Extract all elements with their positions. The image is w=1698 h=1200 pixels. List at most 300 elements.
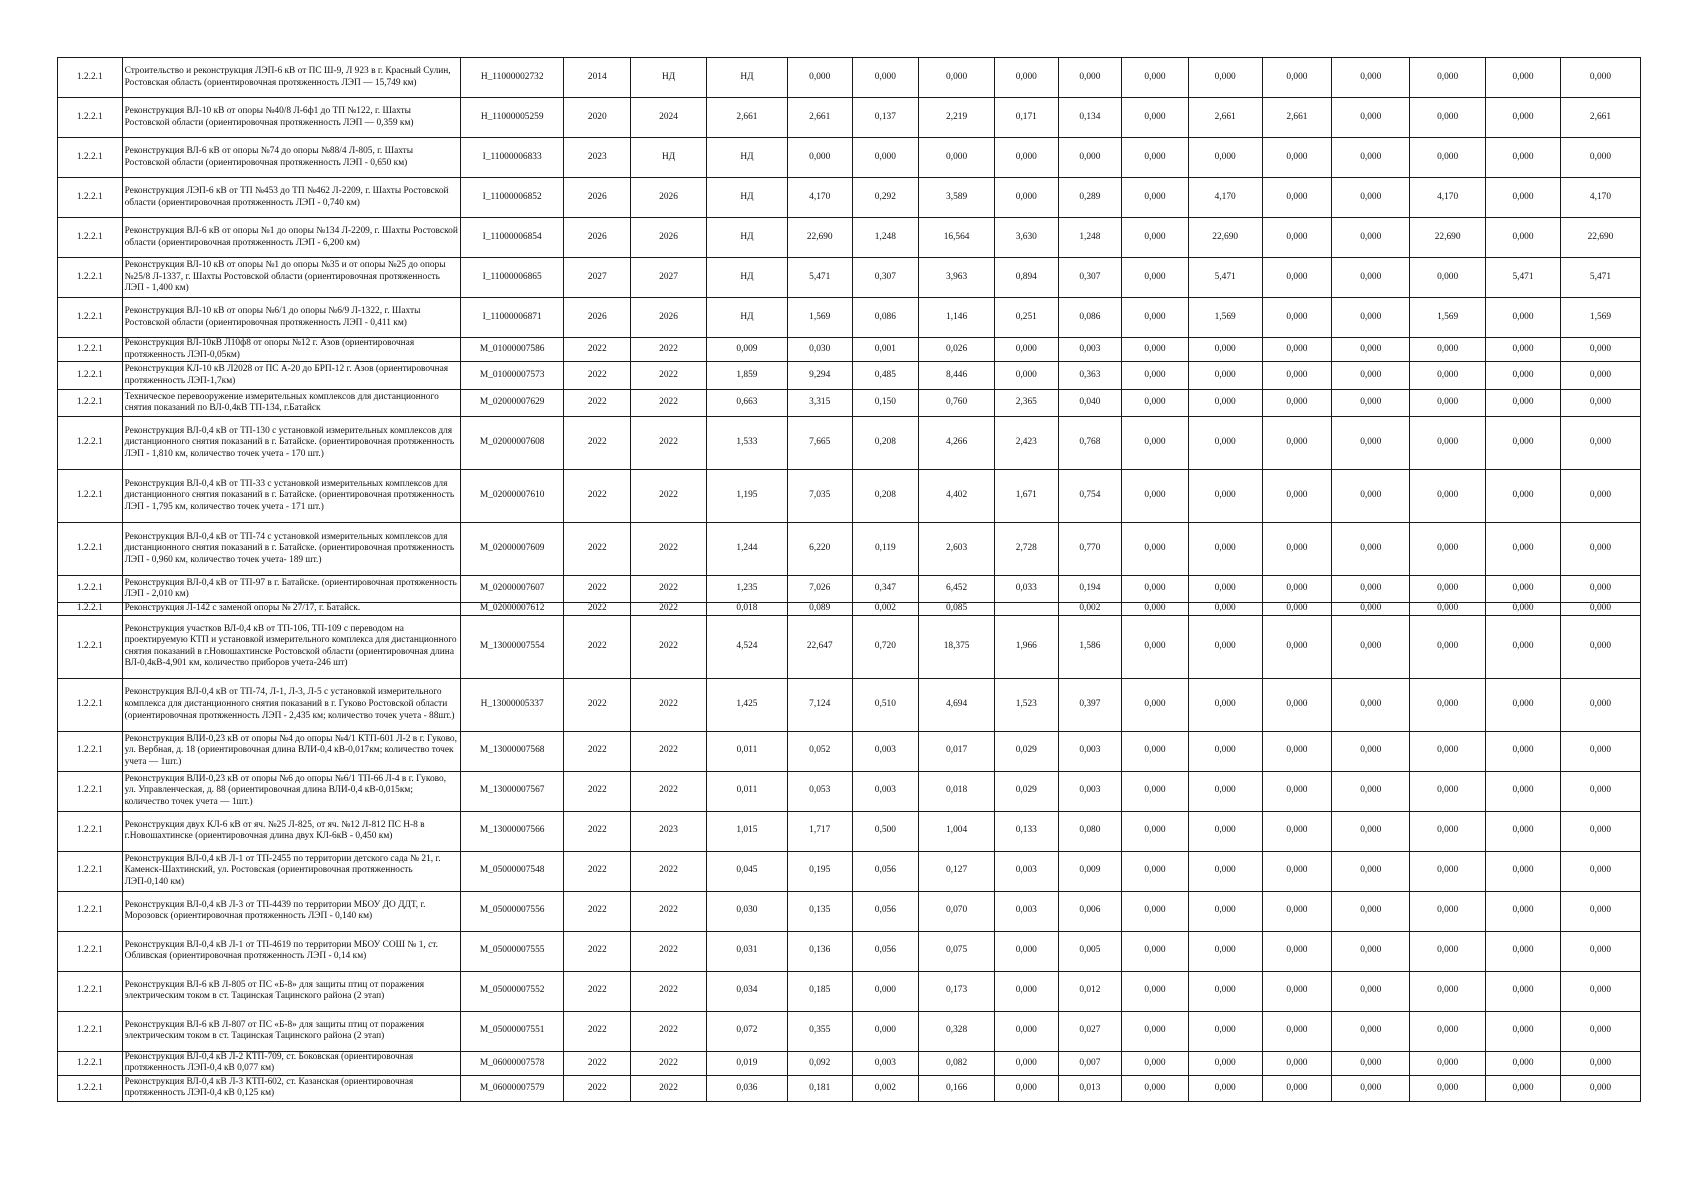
cell-value: 2,423: [995, 417, 1059, 470]
cell-value: 22,690: [1188, 218, 1262, 258]
cell-start-year: 2027: [564, 258, 631, 298]
cell-project-code: M_02000007609: [460, 523, 564, 576]
cell-value: 0,056: [852, 891, 919, 931]
cell-value: 0,000: [1486, 98, 1561, 138]
cell-value: 2,661: [1188, 98, 1262, 138]
cell-value: 0,000: [1332, 971, 1410, 1011]
cell-end-year: 2022: [631, 362, 707, 390]
cell-value: 0,006: [1058, 891, 1122, 931]
cell-value: 0,000: [1332, 931, 1410, 971]
cell-project-code: M_05000007555: [460, 931, 564, 971]
cell-value: 0,000: [1122, 931, 1189, 971]
cell-end-year: 2022: [631, 731, 707, 771]
cell-value: 0,031: [706, 931, 787, 971]
cell-value: 0,000: [1560, 931, 1640, 971]
cell-value: 0,127: [919, 851, 995, 891]
cell-value: 0,000: [1486, 138, 1561, 178]
cell-value: 0,000: [1486, 603, 1561, 616]
cell-description: Реконструкция ВЛ-10 кВ от опоры №1 до опоры №35 и от опоры №25 до опоры №25/8 Л-1337, г. Шахты Ростовской области (ориентировочная протяженность ЛЭП - 1,400 км): [122, 258, 460, 298]
cell-value: 0,000: [1122, 390, 1189, 417]
cell-number: 1.2.2.1: [58, 771, 123, 811]
cell-value: 0,034: [706, 971, 787, 1011]
cell-value: 0,000: [1332, 258, 1410, 298]
cell-value: 0,000: [1560, 138, 1640, 178]
cell-value: 0,000: [1410, 811, 1486, 851]
cell-value: 0,194: [1058, 576, 1122, 603]
cell-project-code: M_02000007629: [460, 390, 564, 417]
cell-value: 0,000: [1188, 931, 1262, 971]
cell-value: 0,000: [1486, 298, 1561, 338]
cell-value: 0,086: [1058, 298, 1122, 338]
cell-value: 0,000: [1188, 138, 1262, 178]
cell-value: 0,000: [1486, 362, 1561, 390]
cell-value: 0,000: [995, 971, 1059, 1011]
cell-value: 0,000: [1560, 771, 1640, 811]
cell-value: 4,170: [1188, 178, 1262, 218]
cell-value: 0,000: [1410, 417, 1486, 470]
cell-value: 0,000: [1262, 603, 1332, 616]
cell-value: 0,000: [1188, 771, 1262, 811]
cell-value: 0,000: [1410, 523, 1486, 576]
cell-value: 3,589: [919, 178, 995, 218]
table-row: [58, 891, 1641, 931]
cell-value: 0,000: [1560, 1011, 1640, 1051]
cell-value: 22,647: [787, 615, 852, 678]
cell-value: 0,000: [1486, 178, 1561, 218]
cell-value: 0,000: [1410, 138, 1486, 178]
cell-value: 0,000: [1332, 417, 1410, 470]
cell-description: Реконструкция ВЛ-0,4 кВ Л-1 от ТП-2455 по территории детского сада № 21, г. Каменск-Шахтинский, ул. Ростовская (ориентировочная протяженность ЛЭП-0,140 км): [122, 851, 460, 891]
cell-value: 0,000: [1332, 523, 1410, 576]
cell-value: 0,003: [852, 1051, 919, 1075]
cell-value: 0,000: [1486, 1051, 1561, 1075]
cell-number: 1.2.2.1: [58, 1075, 123, 1101]
cell-value: 0,000: [1122, 678, 1189, 731]
cell-value: 7,035: [787, 470, 852, 523]
cell-value: 0,000: [1486, 971, 1561, 1011]
cell-value: 2,661: [787, 98, 852, 138]
cell-value: 0,036: [706, 1075, 787, 1101]
cell-description: Реконструкция КЛ-10 кВ Л2028 от ПС А-20 до БРП-12 г. Азов (ориентировочная протяженность ЛЭП-1,7км): [122, 362, 460, 390]
cell-project-code: M_13000007554: [460, 615, 564, 678]
cell-value: 0,000: [1410, 731, 1486, 771]
cell-value: 0,000: [1410, 576, 1486, 603]
table-row: [58, 138, 1641, 178]
cell-value: 0,000: [1262, 615, 1332, 678]
cell-start-year: 2023: [564, 138, 631, 178]
cell-value: 22,690: [787, 218, 852, 258]
cell-value: 0,000: [1560, 603, 1640, 616]
cell-value: 0,013: [1058, 1075, 1122, 1101]
cell-value: 0,000: [1262, 576, 1332, 603]
cell-value: 5,471: [1188, 258, 1262, 298]
cell-value: 1,146: [919, 298, 995, 338]
cell-value: 0,000: [1560, 338, 1640, 362]
table-row: [58, 417, 1641, 470]
cell-value: 0,133: [995, 811, 1059, 851]
cell-value: 0,000: [1122, 362, 1189, 390]
cell-value: 0,000: [1188, 417, 1262, 470]
cell-value: 0,000: [1262, 771, 1332, 811]
cell-project-code: M_01000007586: [460, 338, 564, 362]
cell-value: 1,235: [706, 576, 787, 603]
cell-value: 2,661: [1262, 98, 1332, 138]
cell-value: 0,000: [1262, 1075, 1332, 1101]
cell-value: 0,000: [1262, 390, 1332, 417]
table-row: [58, 1051, 1641, 1075]
cell-number: 1.2.2.1: [58, 218, 123, 258]
cell-start-year: 2022: [564, 417, 631, 470]
cell-value: 0,000: [1122, 971, 1189, 1011]
cell-value: 1,523: [995, 678, 1059, 731]
cell-value: 1,248: [1058, 218, 1122, 258]
cell-value: 1,586: [1058, 615, 1122, 678]
table-row: [58, 771, 1641, 811]
cell-value: 0,000: [1122, 1051, 1189, 1075]
cell-value: 0,000: [1122, 58, 1189, 98]
cell-value: 4,170: [787, 178, 852, 218]
cell-value: 0,000: [1262, 138, 1332, 178]
cell-value: 0,355: [787, 1011, 852, 1051]
table-row: [58, 178, 1641, 218]
cell-value: 0,000: [1332, 178, 1410, 218]
cell-value: 0,000: [1188, 731, 1262, 771]
cell-value: 0,000: [1560, 811, 1640, 851]
cell-value: 0,000: [1332, 390, 1410, 417]
cell-value: 0,003: [1058, 731, 1122, 771]
cell-value: 0,000: [1188, 523, 1262, 576]
cell-value: 0,000: [1410, 678, 1486, 731]
cell-value: 0,000: [1188, 1011, 1262, 1051]
cell-project-code: M_02000007608: [460, 417, 564, 470]
cell-value: 0,000: [1332, 811, 1410, 851]
cell-value: 16,564: [919, 218, 995, 258]
table-row: [58, 576, 1641, 603]
cell-value: 0,000: [1560, 58, 1640, 98]
cell-end-year: 2022: [631, 1075, 707, 1101]
cell-value: 0,000: [1560, 576, 1640, 603]
cell-value: 0,000: [1188, 971, 1262, 1011]
cell-value: 0,005: [1058, 931, 1122, 971]
cell-value: 0,000: [1560, 731, 1640, 771]
cell-value: 0,026: [919, 338, 995, 362]
cell-value: 22,690: [1560, 218, 1640, 258]
cell-value: 0,000: [1486, 678, 1561, 731]
cell-value: 0,000: [1410, 771, 1486, 811]
cell-number: 1.2.2.1: [58, 258, 123, 298]
cell-value: 0,000: [1332, 98, 1410, 138]
cell-value: 0,053: [787, 771, 852, 811]
cell-value: 0,007: [1058, 1051, 1122, 1075]
cell-value: 0,086: [852, 298, 919, 338]
cell-value: 0,328: [919, 1011, 995, 1051]
cell-value: 0,510: [852, 678, 919, 731]
cell-number: 1.2.2.1: [58, 298, 123, 338]
cell-value: 0,000: [1560, 417, 1640, 470]
cell-value: 0,000: [1410, 470, 1486, 523]
cell-value: 0,000: [1122, 891, 1189, 931]
cell-project-code: M_06000007578: [460, 1051, 564, 1075]
cell-description: Реконструкция ВЛ-0,4 кВ от ТП-33 с установкой измерительных комплексов для дистанционного снятия показаний в г. Батайске. (ориентировочная протяженность ЛЭП - 1,795 км, количество точек учета - 171 шт.): [122, 470, 460, 523]
cell-value: 0,289: [1058, 178, 1122, 218]
cell-value: 0,012: [1058, 971, 1122, 1011]
cell-number: 1.2.2.1: [58, 731, 123, 771]
cell-value: 0,000: [1262, 1051, 1332, 1075]
cell-value: 0,000: [1486, 931, 1561, 971]
cell-end-year: НД: [631, 138, 707, 178]
cell-number: 1.2.2.1: [58, 138, 123, 178]
cell-value: 4,402: [919, 470, 995, 523]
cell-value: 5,471: [1560, 258, 1640, 298]
cell-description: Техническое перевооружение измерительных комплексов для дистанционного снятия показаний по ВЛ-0,4кВ ТП-134, г.Батайск: [122, 390, 460, 417]
cell-value: 0,009: [706, 338, 787, 362]
cell-value: 0,000: [1486, 338, 1561, 362]
cell-value: 0,002: [1058, 603, 1122, 616]
cell-value: 0,173: [919, 971, 995, 1011]
cell-value: 0,720: [852, 615, 919, 678]
cell-project-code: H_11000005259: [460, 98, 564, 138]
table-body: [58, 58, 1641, 1102]
cell-value: 0,000: [1486, 731, 1561, 771]
cell-number: 1.2.2.1: [58, 576, 123, 603]
cell-value: 1,244: [706, 523, 787, 576]
cell-end-year: 2022: [631, 603, 707, 616]
cell-value: 0,000: [1560, 1051, 1640, 1075]
cell-value: 1,966: [995, 615, 1059, 678]
cell-value: 0,000: [1262, 851, 1332, 891]
cell-start-year: 2022: [564, 390, 631, 417]
cell-project-code: M_02000007610: [460, 470, 564, 523]
cell-value: 0,000: [1188, 603, 1262, 616]
cell-value: 0,770: [1058, 523, 1122, 576]
cell-start-year: 2022: [564, 811, 631, 851]
cell-value: 0,000: [1486, 891, 1561, 931]
cell-value: 1,859: [706, 362, 787, 390]
cell-value: 0,000: [1410, 390, 1486, 417]
cell-value: 0,347: [852, 576, 919, 603]
cell-value: 2,365: [995, 390, 1059, 417]
cell-value: 0,033: [995, 576, 1059, 603]
table-row: [58, 851, 1641, 891]
cell-value: 0,000: [1188, 851, 1262, 891]
table-row: [58, 603, 1641, 616]
cell-value: 0,045: [706, 851, 787, 891]
cell-value: 0,000: [1188, 615, 1262, 678]
cell-value: 0,000: [1332, 1051, 1410, 1075]
cell-project-code: I_11000006833: [460, 138, 564, 178]
cell-value: 0,000: [1188, 678, 1262, 731]
cell-number: 1.2.2.1: [58, 811, 123, 851]
cell-start-year: 2022: [564, 851, 631, 891]
cell-value: 0,307: [1058, 258, 1122, 298]
cell-value: 0,136: [787, 931, 852, 971]
cell-value: 0,000: [1486, 811, 1561, 851]
cell-value: 0,000: [1486, 771, 1561, 811]
cell-start-year: 2026: [564, 178, 631, 218]
cell-description: Реконструкция ВЛ-10 кВ от опоры №40/8 Л-6ф1 до ТП №122, г. Шахты Ростовской области (ориентировочная протяженность ЛЭП — 0,359 км): [122, 98, 460, 138]
cell-value: 0,000: [1560, 1075, 1640, 1101]
cell-value: 0,000: [1410, 1051, 1486, 1075]
cell-value: 1,569: [1410, 298, 1486, 338]
cell-value: 0,029: [995, 771, 1059, 811]
cell-value: 0,000: [1486, 390, 1561, 417]
table-row: [58, 218, 1641, 258]
cell-value: 0,000: [1188, 390, 1262, 417]
cell-value: НД: [706, 298, 787, 338]
cell-number: 1.2.2.1: [58, 362, 123, 390]
cell-value: 8,446: [919, 362, 995, 390]
table-row: [58, 298, 1641, 338]
cell-number: 1.2.2.1: [58, 891, 123, 931]
cell-value: 9,294: [787, 362, 852, 390]
cell-value: 0,000: [919, 58, 995, 98]
cell-value: 0,009: [1058, 851, 1122, 891]
cell-value: 0,000: [1188, 576, 1262, 603]
cell-value: 0,166: [919, 1075, 995, 1101]
cell-project-code: M_05000007548: [460, 851, 564, 891]
cell-value: 0,000: [1122, 1075, 1189, 1101]
cell-start-year: 2022: [564, 338, 631, 362]
investment-program-table: [57, 57, 1641, 1102]
cell-value: 0,089: [787, 603, 852, 616]
table-row: [58, 678, 1641, 731]
cell-value: 0,000: [1410, 931, 1486, 971]
table-row: [58, 523, 1641, 576]
cell-value: 0,000: [1122, 523, 1189, 576]
cell-end-year: 2022: [631, 891, 707, 931]
cell-value: 0,000: [995, 931, 1059, 971]
cell-value: 4,170: [1410, 178, 1486, 218]
cell-start-year: 2022: [564, 1051, 631, 1075]
cell-value: 4,694: [919, 678, 995, 731]
cell-start-year: 2022: [564, 362, 631, 390]
table-row: [58, 58, 1641, 98]
cell-description: Реконструкция ВЛ-0,4 кВ от ТП-97 в г. Батайске. (ориентировочная протяженность ЛЭП - 2,010 км): [122, 576, 460, 603]
cell-value: 0,000: [1486, 417, 1561, 470]
cell-start-year: 2022: [564, 576, 631, 603]
cell-project-code: M_02000007612: [460, 603, 564, 616]
cell-value: 0,000: [995, 1011, 1059, 1051]
table-row: [58, 470, 1641, 523]
cell-value: 0,000: [1122, 298, 1189, 338]
cell-project-code: I_11000006871: [460, 298, 564, 338]
cell-value: 0,000: [1122, 615, 1189, 678]
cell-value: 0,000: [1122, 138, 1189, 178]
cell-value: 0,500: [852, 811, 919, 851]
cell-value: 0,000: [1332, 771, 1410, 811]
cell-value: 0,072: [706, 1011, 787, 1051]
cell-value: 6,220: [787, 523, 852, 576]
cell-project-code: H_11000002732: [460, 58, 564, 98]
cell-value: 0,003: [1058, 338, 1122, 362]
cell-description: Реконструкция ВЛ-6 кВ от опоры №1 до опоры №134 Л-2209, г. Шахты Ростовской области (ориентировочная протяженность ЛЭП - 6,200 км): [122, 218, 460, 258]
cell-value: 0,000: [995, 58, 1059, 98]
cell-value: 0,000: [787, 138, 852, 178]
cell-value: 0,000: [1122, 811, 1189, 851]
cell-value: 0,000: [995, 1075, 1059, 1101]
cell-value: 0,195: [787, 851, 852, 891]
cell-value: 0,000: [1262, 362, 1332, 390]
cell-value: 1,425: [706, 678, 787, 731]
cell-value: 1,195: [706, 470, 787, 523]
cell-value: 0,000: [852, 1011, 919, 1051]
cell-value: 0,000: [1486, 1011, 1561, 1051]
cell-value: [995, 603, 1059, 616]
cell-value: 0,000: [1410, 258, 1486, 298]
table-row: [58, 971, 1641, 1011]
cell-value: 0,000: [1332, 851, 1410, 891]
cell-value: 0,000: [995, 362, 1059, 390]
cell-number: 1.2.2.1: [58, 678, 123, 731]
cell-value: 0,000: [1262, 470, 1332, 523]
cell-value: 0,080: [1058, 811, 1122, 851]
cell-value: 0,000: [1188, 1075, 1262, 1101]
cell-value: 0,000: [1560, 362, 1640, 390]
cell-value: 0,000: [1486, 523, 1561, 576]
cell-description: Реконструкция ВЛ-0,4 кВ от ТП-130 с установкой измерительных комплексов для дистанционного снятия показаний в г. Батайске. (ориентировочная протяженность ЛЭП - 1,810 км, количество точек учета - 170 шт.): [122, 417, 460, 470]
cell-end-year: 2022: [631, 576, 707, 603]
cell-description: Реконструкция ВЛ-0,4 кВ Л-2 КТП-709, ст. Боковская (ориентировочная протяженность ЛЭП-0,4 кВ 0,077 км): [122, 1051, 460, 1075]
cell-value: 0,000: [1332, 1075, 1410, 1101]
cell-value: 0,000: [1332, 58, 1410, 98]
cell-value: 0,000: [1410, 1011, 1486, 1051]
cell-end-year: 2022: [631, 417, 707, 470]
cell-value: 0,030: [706, 891, 787, 931]
cell-value: 0,000: [1122, 338, 1189, 362]
cell-value: 0,000: [1188, 58, 1262, 98]
cell-description: Реконструкция двух КЛ-6 кВ от яч. №25 Л-825, от яч. №12 Л-812 ПС Н-8 в г.Новошахтинске (ориентировочная длина двух КЛ-6кВ - 0,450 км): [122, 811, 460, 851]
cell-value: 0,000: [1560, 470, 1640, 523]
cell-value: 0,000: [1058, 58, 1122, 98]
cell-value: 4,524: [706, 615, 787, 678]
cell-value: 7,026: [787, 576, 852, 603]
cell-end-year: 2022: [631, 523, 707, 576]
table-row: [58, 258, 1641, 298]
cell-number: 1.2.2.1: [58, 1051, 123, 1075]
cell-description: Реконструкция ВЛ-0,4 кВ Л-1 от ТП-4619 по территории МБОУ СОШ № 1, ст. Обливская (ориентировочная протяженность ЛЭП - 0,14 км): [122, 931, 460, 971]
cell-end-year: 2022: [631, 615, 707, 678]
cell-value: 0,000: [919, 138, 995, 178]
cell-value: 2,728: [995, 523, 1059, 576]
cell-value: 0,000: [1560, 615, 1640, 678]
cell-project-code: M_13000007566: [460, 811, 564, 851]
cell-end-year: 2022: [631, 390, 707, 417]
cell-description: Реконструкция ВЛ-6 кВ Л-807 от ПС «Б-8» для защиты птиц от поражения электрическим током в ст. Тацинская Тацинского района (2 этап): [122, 1011, 460, 1051]
cell-value: 0,000: [1188, 362, 1262, 390]
cell-value: 0,000: [1486, 615, 1561, 678]
table-row: [58, 362, 1641, 390]
cell-value: 0,000: [1410, 851, 1486, 891]
cell-value: 0,135: [787, 891, 852, 931]
cell-number: 1.2.2.1: [58, 178, 123, 218]
cell-end-year: 2022: [631, 1011, 707, 1051]
cell-value: 0,000: [1122, 576, 1189, 603]
cell-value: 0,070: [919, 891, 995, 931]
cell-value: 0,000: [995, 138, 1059, 178]
cell-value: 0,000: [1262, 523, 1332, 576]
cell-end-year: 2022: [631, 470, 707, 523]
cell-number: 1.2.2.1: [58, 523, 123, 576]
cell-number: 1.2.2.1: [58, 603, 123, 616]
cell-description: Реконструкция ВЛИ-0,23 кВ от опоры №6 до опоры №6/1 ТП-66 Л-4 в г. Гуково, ул. Управленческая, д. 88 (ориентировочная длина ВЛИ-0,4 кВ-0,015км; количество точек учета — 1шт.): [122, 771, 460, 811]
cell-project-code: M_06000007579: [460, 1075, 564, 1101]
cell-value: 1,533: [706, 417, 787, 470]
cell-value: 0,000: [1410, 891, 1486, 931]
cell-value: 0,000: [1486, 218, 1561, 258]
cell-start-year: 2022: [564, 891, 631, 931]
cell-project-code: I_11000006852: [460, 178, 564, 218]
cell-value: 0,000: [1262, 417, 1332, 470]
